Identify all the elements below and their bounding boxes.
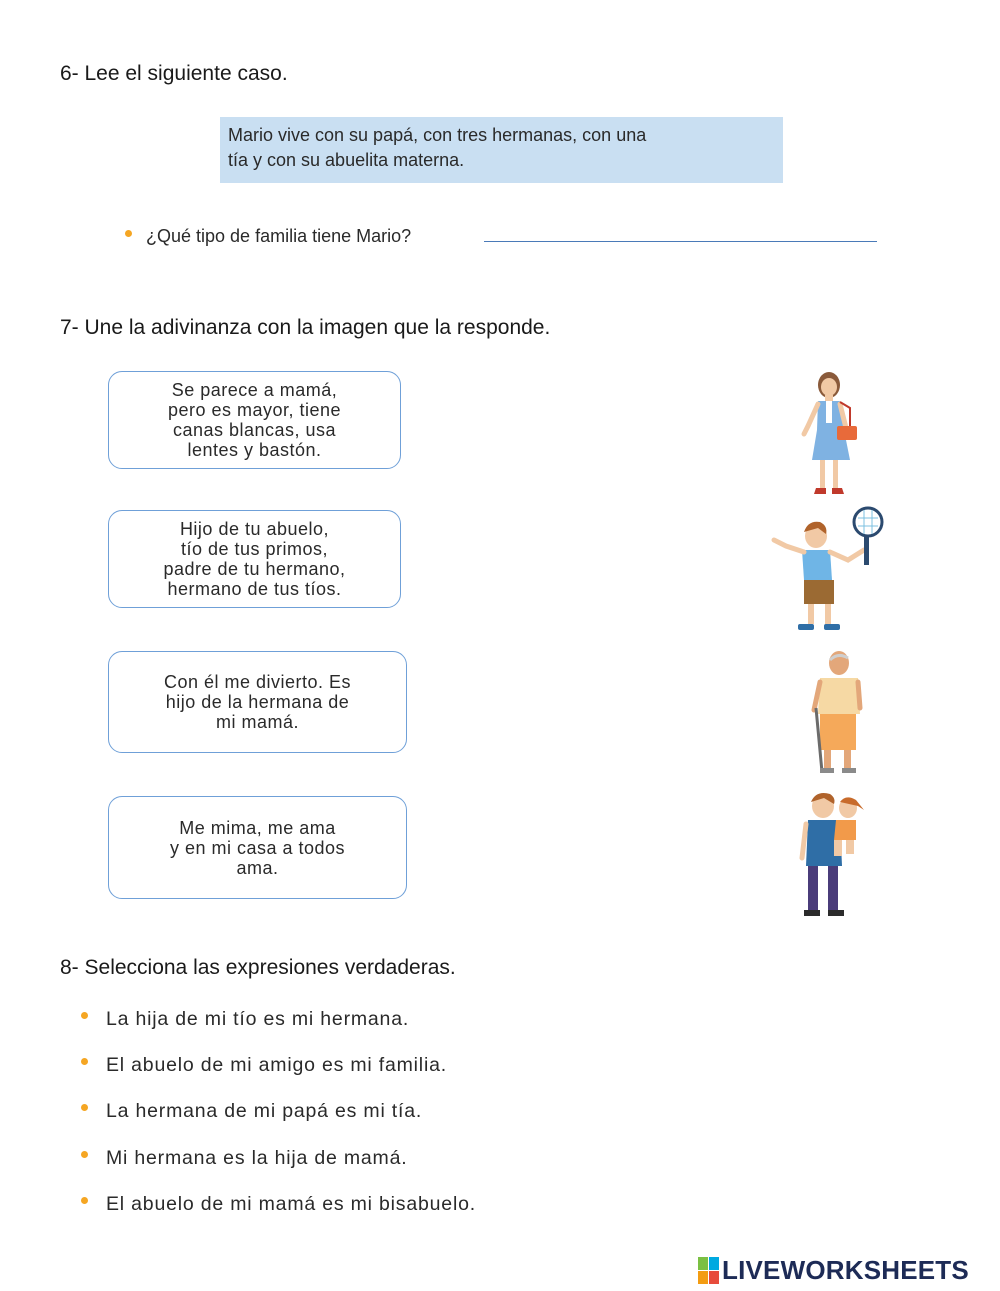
case-line: tía y con su abuelita materna.: [228, 150, 465, 170]
riddle-card-4[interactable]: [108, 796, 407, 899]
statement-option[interactable]: La hermana de mi papá es mi tía.: [106, 1100, 423, 1122]
riddle-line: mi mamá.: [215, 712, 299, 732]
riddle-card-2[interactable]: [108, 510, 401, 608]
riddle-line: hijo de la hermana de: [165, 692, 350, 712]
bullet-icon: [81, 1151, 88, 1158]
statement-option[interactable]: La hija de mi tío es mi hermana.: [106, 1008, 410, 1030]
case-text-box: [220, 117, 783, 183]
case-line: Mario vive con su papá, con tres hermanas, con una: [228, 125, 647, 145]
woman-with-purse-image[interactable]: [790, 368, 870, 498]
riddle-line: canas blancas, usa: [172, 420, 337, 440]
family-type-question: ¿Qué tipo de familia tiene Mario?: [146, 226, 412, 246]
family-type-answer-field[interactable]: [484, 241, 877, 242]
logo-text: LIVEWORKSHEETS: [722, 1254, 969, 1285]
riddle-line: Se parece a mamá,: [171, 380, 338, 400]
bullet-icon: [81, 1197, 88, 1204]
liveworksheets-logo: [698, 1256, 969, 1284]
bullet-icon: [81, 1058, 88, 1065]
riddle-line: y en mi casa a todos: [169, 837, 346, 858]
bullet-icon: [81, 1104, 88, 1111]
riddle-line: pero es mayor, tiene: [167, 400, 342, 420]
riddle-line: lentes y bastón.: [187, 440, 322, 460]
riddle-line: Hijo de tu abuelo,: [179, 519, 330, 539]
riddle-line: Con él me divierto. Es: [163, 672, 352, 692]
riddle-card-3[interactable]: [108, 651, 407, 753]
riddle-line: ama.: [236, 857, 279, 878]
boy-with-tennis-racket-image[interactable]: [768, 506, 888, 634]
question-7-title: 7- Une la adivinanza con la imagen que la responde.: [60, 316, 551, 339]
question-8-title: 8- Selecciona las expresiones verdaderas.: [60, 956, 456, 979]
riddle-card-1[interactable]: [108, 371, 401, 469]
statement-option[interactable]: Mi hermana es la hija de mamá.: [106, 1147, 408, 1169]
riddle-line: hermano de tus tíos.: [167, 579, 342, 599]
riddle-line: tío de tus primos,: [180, 539, 329, 559]
father-holding-daughter-image[interactable]: [796, 788, 872, 922]
statement-option[interactable]: El abuelo de mi mamá es mi bisabuelo.: [106, 1193, 476, 1215]
bullet-icon: [125, 230, 132, 237]
liveworksheets-logo-icon: [698, 1257, 719, 1284]
riddle-line: Me mima, me ama: [179, 817, 336, 838]
statement-option[interactable]: El abuelo de mi amigo es mi familia.: [106, 1054, 447, 1076]
elderly-person-with-cane-image[interactable]: [800, 648, 870, 776]
riddle-line: padre de tu hermano,: [163, 559, 346, 579]
question-6-title: 6- Lee el siguiente caso.: [60, 62, 288, 85]
bullet-icon: [81, 1012, 88, 1019]
